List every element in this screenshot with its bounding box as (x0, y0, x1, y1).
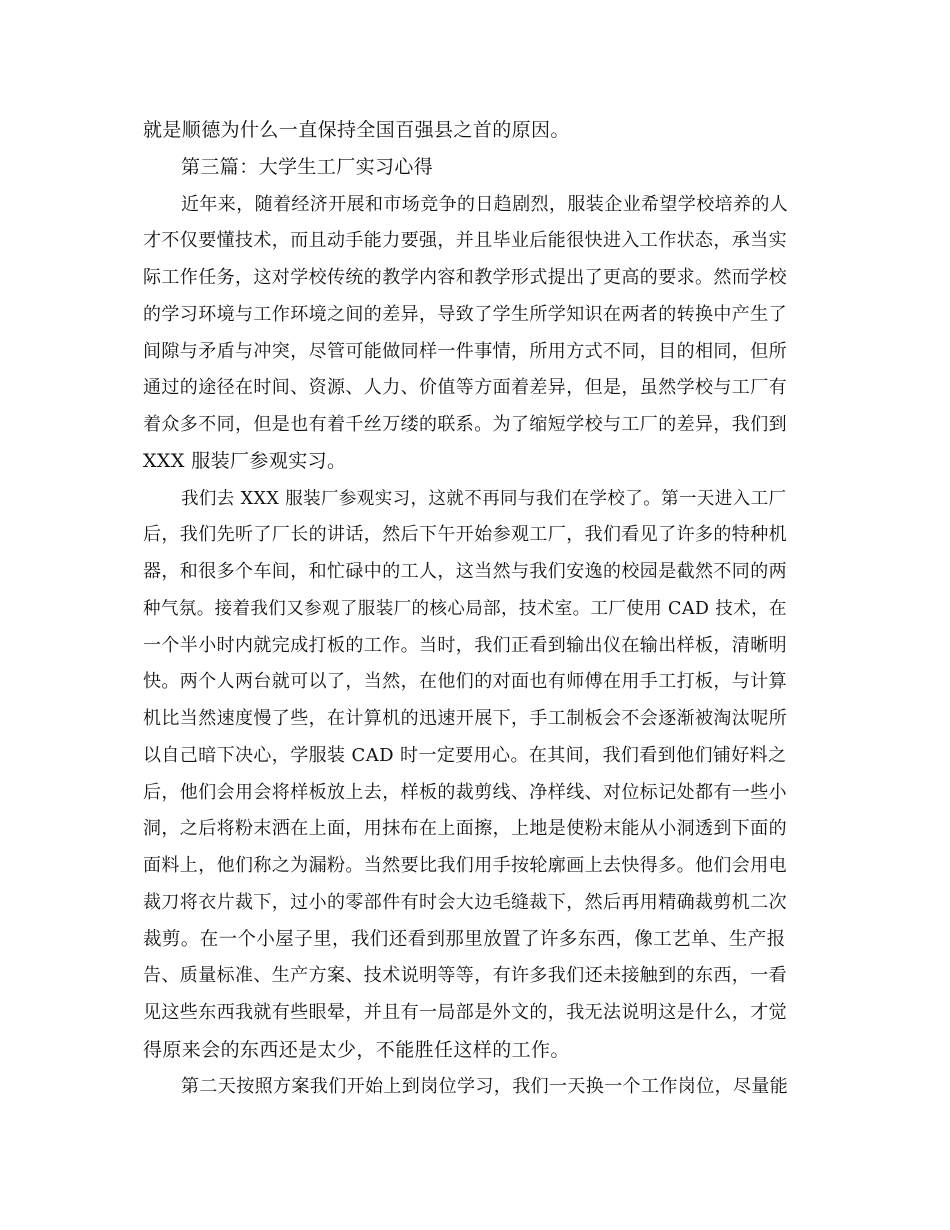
text-line: 一个半小时内就完成打板的工作。当时，我们正看到输出仪在输出样板，清晰明 (143, 635, 787, 656)
text-line: XXX 服装厂参观实习。 (143, 450, 347, 472)
text-line: 际工作任务，这对学校传统的教学内容和教学形式提出了更高的要求。然而学校 (143, 267, 787, 288)
text-line: 后，他们会用会将样板放上去，样板的裁剪线、净样线、对位标记处都有一些小 (143, 782, 787, 803)
text-line: 第二天按照方案我们开始上到岗位学习，我们一天换一个工作岗位，尽量能 (181, 1076, 789, 1097)
text-line: 后，我们先听了厂长的讲话，然后下午开始参观工厂，我们看见了许多的特种机 (143, 524, 787, 545)
text-line: 间隙与矛盾与冲突，尽管可能做同样一件事情，所用方式不同，目的相同，但所 (143, 341, 787, 362)
text-line: 我们去 XXX 服装厂参观实习，这就不再同与我们在学校了。第一天进入工厂 (181, 489, 787, 509)
text-line: 面料上，他们称之为漏粉。当然要比我们用手按轮廓画上去快得多。他们会用电 (143, 855, 787, 876)
text-line: 近年来，随着经济开展和市场竞争的日趋剧烈，服装企业希望学校培养的人 (181, 194, 789, 215)
text-line: 洞，之后将粉末洒在上面，用抹布在上面擦，上地是使粉末能从小洞透到下面的 (143, 818, 787, 839)
text-line: 就是顺德为什么一直保持全国百强县之首的原因。 (143, 119, 570, 141)
text-line: 见这些东西我就有些眼晕，并且有一局部是外文的，我无法说明这是什么，才觉 (143, 1002, 787, 1023)
text-line: 快。两个人两台就可以了，当然，在他们的对面也有师傅在用手工打板，与计算 (143, 671, 787, 692)
text-line: 裁刀将衣片裁下，过小的零部件有时会大边毛缝裁下，然后再用精确裁剪机二次 (143, 892, 787, 913)
text-line: 器，和很多个车间，和忙碌中的工人，这当然与我们安逸的校园是截然不同的两 (143, 561, 787, 582)
text-line: 机比当然速度慢了些，在计算机的迅速开展下，手工制板会不会逐渐被淘汰呢所 (143, 708, 787, 729)
text-line: 得原来会的东西还是太少，不能胜任这样的工作。 (143, 1039, 570, 1061)
text-line: 裁剪。在一个小屋子里，我们还看到那里放置了许多东西，像工艺单、生产报 (143, 929, 786, 950)
text-line: 告、质量标准、生产方案、技术说明等等，有许多我们还未接触到的东西，一看 (143, 965, 787, 986)
text-line: 才不仅要懂技术，而且动手能力要强，并且毕业后能很快进入工作状态，承当实 (143, 230, 787, 251)
text-line: 种气氛。接着我们又参观了服装厂的核心局部，技术室。工厂使用 CAD 技术，在 (143, 599, 787, 619)
text-line: 的学习环境与工作环境之间的差异，导致了学生所学知识在两者的转换中产生了 (143, 304, 787, 325)
section-heading: 第三篇：大学生工厂实习心得 (181, 156, 434, 178)
text-line: 着众多不同，但是也有着千丝万缕的联系。为了缩短学校与工厂的差异，我们到 (143, 414, 787, 435)
text-line: 通过的途径在时间、资源、人力、价值等方面着差异，但是，虽然学校与工厂有 (143, 377, 787, 398)
text-line: 以自己暗下决心，学服装 CAD 时一定要用心。在其间，我们看到他们铺好料之 (143, 745, 787, 766)
